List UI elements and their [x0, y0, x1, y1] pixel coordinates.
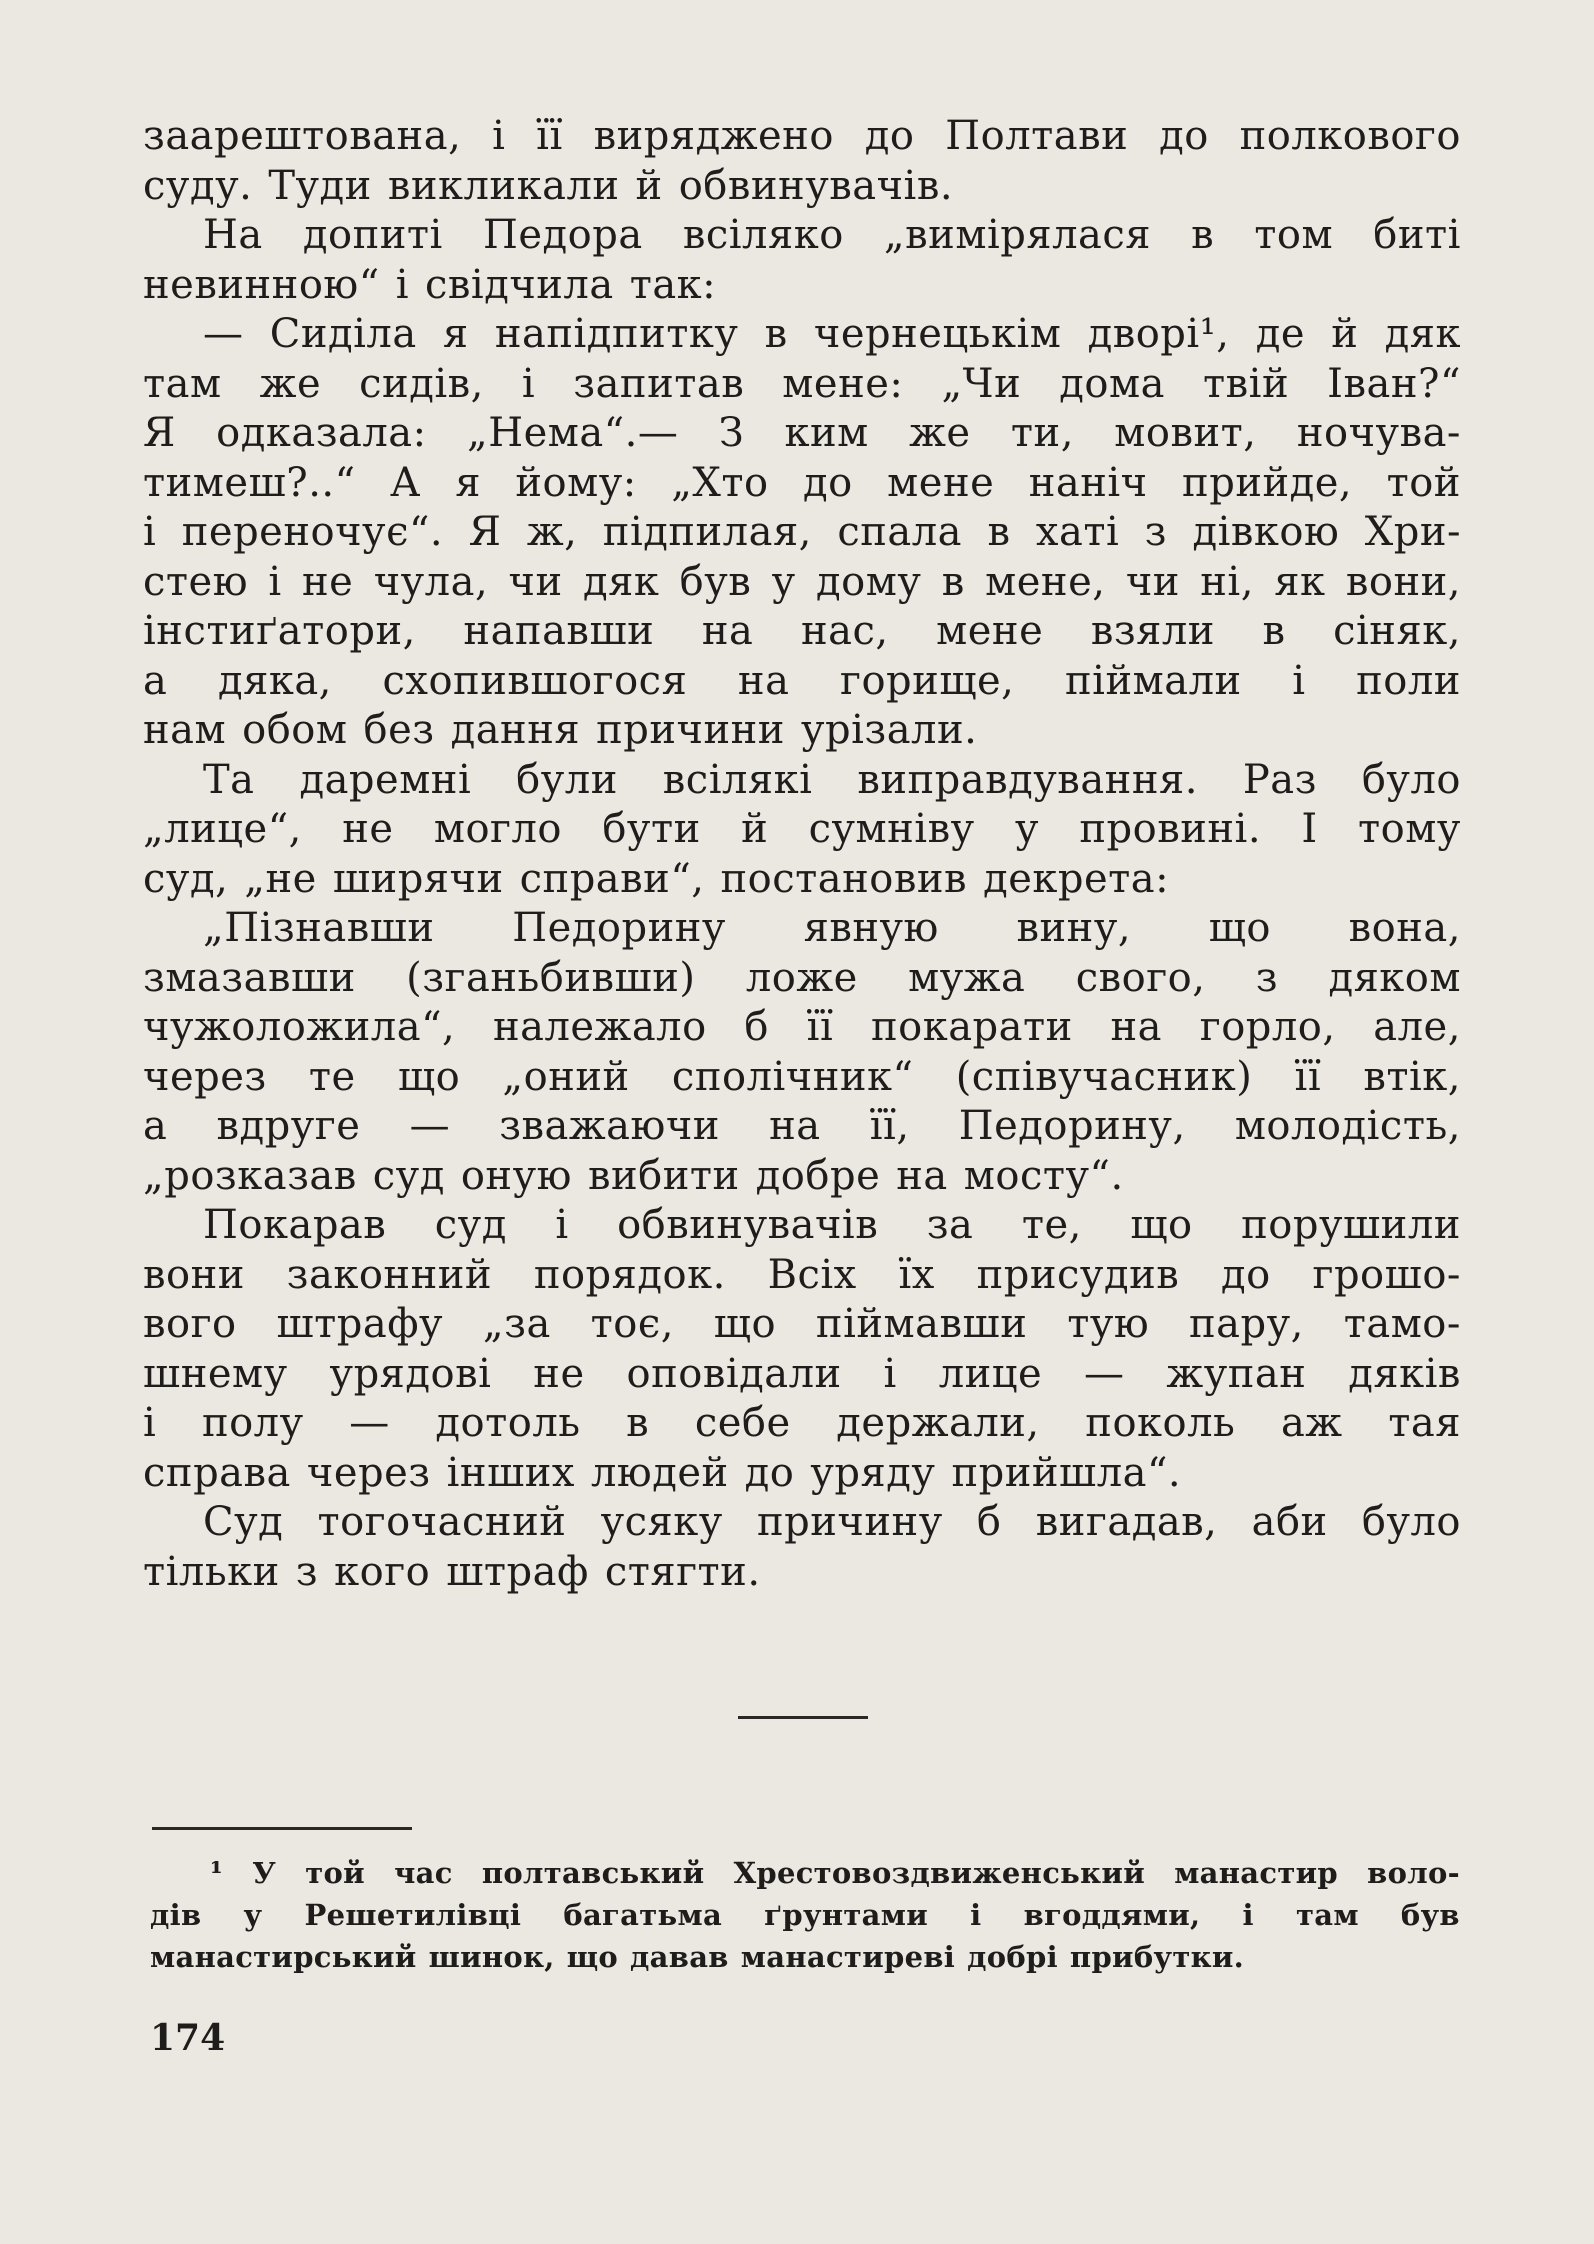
text-line: тільки з кого штраф стягти. — [143, 1548, 761, 1595]
text-line: На допиті Педора всіляко „вимірялася в том биті — [203, 212, 1461, 258]
text-line: і переночує“. Я ж, підпилая, спала в хаті з дівкою Хри- — [143, 509, 1461, 555]
page-number: 174 — [150, 2017, 226, 2059]
text-line: Я одказала: „Нема“.— З ким же ти, мовит, ночува- — [143, 410, 1461, 456]
text-line: шнему урядові не оповідали і лице — жупан дяків — [143, 1350, 1461, 1397]
text-line: „Пізнавши Педорину явную вину, що вона, — [203, 905, 1461, 951]
text-line: справа через інших людей до уряду прийшла“. — [143, 1449, 1182, 1496]
body-text — [143, 112, 1461, 1597]
footnote-rule — [152, 1827, 412, 1830]
text-line: вони законний порядок. Всіх їх присудив до грошо- — [143, 1251, 1461, 1298]
text-line: там же сидів, і запитав мене: „Чи дома твій Іван?“ — [143, 360, 1461, 407]
section-separator — [738, 1716, 868, 1719]
text-line: Та даремні були всілякі виправдування. Раз було — [203, 756, 1461, 803]
footnote-line: манастирський шинок, що давав манастиреві добрі прибутки. — [150, 1940, 1245, 1974]
text-line: вого штрафу „за тоє, що піймавши тую пару, тамо- — [143, 1301, 1461, 1347]
text-line: стею і не чула, чи дяк був у дому в мене, чи ні, як вони, — [143, 558, 1461, 605]
text-line: а дяка, схопившогося на горище, піймали і поли — [143, 657, 1461, 704]
text-line: через те що „оний сполічник“ (співучасник) її втік, — [143, 1053, 1461, 1100]
text-line: „розказав суд оную вибити добре на мосту“. — [143, 1152, 1124, 1199]
text-line: змазавши (зганьбивши) ложе мужа свого, з дяком — [143, 954, 1461, 1001]
footnote-line: дів у Решетилівці багатьма ґрунтами і вгоддями, і там був — [150, 1898, 1460, 1932]
text-line: а вдруге — зважаючи на її, Педорину, молодість, — [143, 1103, 1461, 1149]
text-line: Покарав суд і обвинувачів за те, що порушили — [203, 1202, 1461, 1248]
text-line: невинною“ і свідчила так: — [143, 261, 717, 308]
text-line: чужоложила“, належало б її покарати на горло, але, — [143, 1004, 1461, 1050]
text-line: нам обом без дання причини урізали. — [143, 707, 978, 753]
text-line: — Сиділа я напідпитку в чернецькім дворі¹, де й дяк — [203, 311, 1461, 357]
text-line: заарештована, і її виряджено до Полтави до полкового — [143, 113, 1461, 159]
text-line: „лице“, не могло бути й сумніву у провині. І тому — [143, 806, 1461, 852]
text-line: інстиґатори, напавши на нас, мене взяли в сіняк, — [143, 608, 1461, 654]
text-line: суд, „не ширячи справи“, постановив декрета: — [143, 855, 1170, 902]
text-line: суду. Туди викликали й обвинувачів. — [143, 162, 954, 209]
text-line: тимеш?..“ А я йому: „Хто до мене наніч прийде, той — [143, 459, 1461, 506]
text-line: і полу — дотоль в себе держали, поколь аж тая — [143, 1400, 1461, 1446]
text-line: Суд тогочасний усяку причину б вигадав, аби було — [203, 1499, 1461, 1545]
footnote-line: ¹ У той час полтавський Хрестовоздвиженський манастир воло- — [210, 1856, 1460, 1890]
footnotes — [150, 1852, 1460, 1978]
